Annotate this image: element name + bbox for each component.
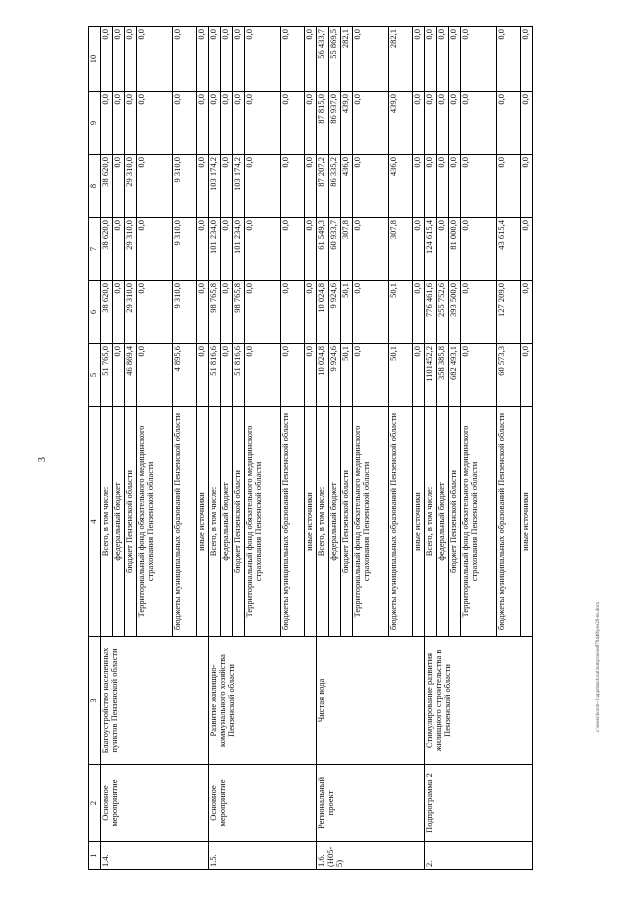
value-cell: 0,0 bbox=[305, 344, 317, 407]
value-cell: 56 433,7 bbox=[317, 27, 329, 92]
value-cell: 51 816,6 bbox=[233, 344, 245, 407]
header-cell: 10 bbox=[89, 27, 101, 92]
value-cell: 0,0 bbox=[101, 27, 113, 92]
value-cell: 10 024,8 bbox=[317, 281, 329, 344]
value-cell: 0,0 bbox=[437, 27, 449, 92]
value-cell: 0,0 bbox=[245, 92, 281, 155]
value-cell: 0,0 bbox=[521, 218, 533, 281]
value-cell: 0,0 bbox=[197, 155, 209, 218]
value-cell: 0,0 bbox=[113, 344, 125, 407]
value-cell: 0,0 bbox=[425, 92, 437, 155]
funding-source: бюджет Пензенской области bbox=[341, 407, 353, 637]
value-cell: 0,0 bbox=[281, 155, 305, 218]
value-cell: 0,0 bbox=[353, 92, 389, 155]
header-cell: 9 bbox=[89, 92, 101, 155]
value-cell: 255 752,6 bbox=[437, 281, 449, 344]
value-cell: 358 385,8 bbox=[437, 344, 449, 407]
value-cell: 101 234,0 bbox=[209, 218, 221, 281]
item-number: 1.4. bbox=[101, 842, 209, 870]
value-cell: 0,0 bbox=[305, 281, 317, 344]
value-cell: 0,0 bbox=[461, 155, 497, 218]
value-cell: 0,0 bbox=[113, 281, 125, 344]
value-cell: 0,0 bbox=[413, 27, 425, 92]
value-cell: 0,0 bbox=[137, 155, 173, 218]
value-cell: 50,1 bbox=[341, 344, 353, 407]
value-cell: 1101452,2 bbox=[425, 344, 437, 407]
funding-source: бюджет Пензенской области bbox=[125, 407, 137, 637]
value-cell: 0,0 bbox=[245, 344, 281, 407]
value-cell: 0,0 bbox=[521, 281, 533, 344]
value-cell: 29 310,0 bbox=[125, 281, 137, 344]
footer-file-path: c:\users\borob~1\appdata\local\temp\notes879448\pos29-ns.docx bbox=[596, 601, 601, 732]
value-cell: 0,0 bbox=[437, 218, 449, 281]
value-cell: 50,1 bbox=[389, 344, 413, 407]
funding-source: иные источники bbox=[197, 407, 209, 637]
funding-source: Территориальный фонд обязательного медицинского страхования Пензенской области bbox=[353, 407, 389, 637]
item-type: Региональный проект bbox=[317, 765, 425, 842]
value-cell: 0,0 bbox=[521, 92, 533, 155]
table-row bbox=[101, 27, 113, 870]
value-cell: 0,0 bbox=[233, 92, 245, 155]
value-cell: 0,0 bbox=[425, 155, 437, 218]
item-number: 1.6. (Н05-5) bbox=[317, 842, 425, 870]
header-cell: 1 bbox=[89, 842, 101, 870]
value-cell: 0,0 bbox=[101, 92, 113, 155]
value-cell: 103 174,2 bbox=[233, 155, 245, 218]
value-cell: 0,0 bbox=[449, 92, 461, 155]
value-cell: 0,0 bbox=[461, 92, 497, 155]
value-cell: 0,0 bbox=[197, 27, 209, 92]
value-cell: 0,0 bbox=[137, 344, 173, 407]
funding-source: Всего, в том числе: bbox=[209, 407, 221, 637]
value-cell: 9 924,6 bbox=[329, 344, 341, 407]
funding-source: иные источники bbox=[521, 407, 533, 637]
value-cell: 0,0 bbox=[221, 218, 233, 281]
value-cell: 51 765,0 bbox=[101, 344, 113, 407]
value-cell: 0,0 bbox=[113, 155, 125, 218]
rotated-page bbox=[88, 27, 610, 870]
value-cell: 0,0 bbox=[197, 218, 209, 281]
value-cell: 0,0 bbox=[497, 155, 521, 218]
value-cell: 0,0 bbox=[425, 27, 437, 92]
value-cell: 0,0 bbox=[461, 344, 497, 407]
value-cell: 0,0 bbox=[437, 92, 449, 155]
value-cell: 0,0 bbox=[521, 155, 533, 218]
value-cell: 0,0 bbox=[497, 92, 521, 155]
value-cell: 436,0 bbox=[341, 155, 353, 218]
value-cell: 9 310,0 bbox=[173, 155, 197, 218]
value-cell: 0,0 bbox=[245, 155, 281, 218]
value-cell: 98 765,8 bbox=[209, 281, 221, 344]
value-cell: 0,0 bbox=[221, 344, 233, 407]
value-cell: 0,0 bbox=[305, 27, 317, 92]
value-cell: 0,0 bbox=[521, 27, 533, 92]
value-cell: 60 933,7 bbox=[329, 218, 341, 281]
value-cell: 0,0 bbox=[137, 27, 173, 92]
value-cell: 50,1 bbox=[389, 281, 413, 344]
value-cell: 0,0 bbox=[197, 92, 209, 155]
value-cell: 9 310,0 bbox=[173, 218, 197, 281]
item-number: 2. bbox=[425, 842, 533, 870]
value-cell: 55 869,5 bbox=[329, 27, 341, 92]
value-cell: 0,0 bbox=[413, 281, 425, 344]
item-number: 1.5. bbox=[209, 842, 317, 870]
header-cell: 6 bbox=[89, 281, 101, 344]
value-cell: 87 815,0 bbox=[317, 92, 329, 155]
funding-source: Всего, в том числе: bbox=[101, 407, 113, 637]
value-cell: 0,0 bbox=[233, 27, 245, 92]
header-cell: 5 bbox=[89, 344, 101, 407]
header-cell: 7 bbox=[89, 218, 101, 281]
value-cell: 86 335,2 bbox=[329, 155, 341, 218]
value-cell: 0,0 bbox=[305, 155, 317, 218]
value-cell: 0,0 bbox=[221, 155, 233, 218]
value-cell: 682 493,1 bbox=[449, 344, 461, 407]
value-cell: 9 924,6 bbox=[329, 281, 341, 344]
funding-source: бюджеты муниципальных образований Пензенской области bbox=[389, 407, 413, 637]
funding-source: бюджет Пензенской области bbox=[449, 407, 461, 637]
funding-source: федеральный бюджет bbox=[437, 407, 449, 637]
table-row bbox=[209, 27, 221, 870]
value-cell: 38 620,0 bbox=[101, 281, 113, 344]
value-cell: 38 620,0 bbox=[101, 155, 113, 218]
value-cell: 0,0 bbox=[113, 27, 125, 92]
value-cell: 0,0 bbox=[305, 218, 317, 281]
value-cell: 0,0 bbox=[125, 92, 137, 155]
table-row bbox=[317, 27, 329, 870]
value-cell: 0,0 bbox=[113, 218, 125, 281]
value-cell: 307,8 bbox=[341, 218, 353, 281]
value-cell: 0,0 bbox=[449, 155, 461, 218]
value-cell: 61 549,3 bbox=[317, 218, 329, 281]
table-row bbox=[425, 27, 437, 870]
value-cell: 776 461,6 bbox=[425, 281, 437, 344]
value-cell: 0,0 bbox=[173, 92, 197, 155]
item-type: Основное мероприятие bbox=[101, 765, 209, 842]
page-number: 3 bbox=[37, 457, 48, 462]
value-cell: 0,0 bbox=[413, 155, 425, 218]
funding-source: иные источники bbox=[305, 407, 317, 637]
item-title: Развитие жилищно-коммунального хозяйства Пензенской области bbox=[209, 637, 317, 765]
value-cell: 393 500,0 bbox=[449, 281, 461, 344]
funding-source: Территориальный фонд обязательного медицинского страхования Пензенской области bbox=[461, 407, 497, 637]
value-cell: 60 573,3 bbox=[497, 344, 521, 407]
value-cell: 0,0 bbox=[137, 92, 173, 155]
value-cell: 282,1 bbox=[341, 27, 353, 92]
value-cell: 0,0 bbox=[221, 92, 233, 155]
value-cell: 124 615,4 bbox=[425, 218, 437, 281]
value-cell: 43 615,4 bbox=[497, 218, 521, 281]
value-cell: 0,0 bbox=[449, 27, 461, 92]
value-cell: 81 000,0 bbox=[449, 218, 461, 281]
header-cell: 3 bbox=[89, 637, 101, 765]
value-cell: 103 174,2 bbox=[209, 155, 221, 218]
value-cell: 0,0 bbox=[461, 281, 497, 344]
value-cell: 0,0 bbox=[461, 218, 497, 281]
value-cell: 0,0 bbox=[113, 92, 125, 155]
value-cell: 0,0 bbox=[137, 281, 173, 344]
value-cell: 0,0 bbox=[413, 218, 425, 281]
value-cell: 0,0 bbox=[173, 27, 197, 92]
value-cell: 0,0 bbox=[281, 92, 305, 155]
value-cell: 0,0 bbox=[245, 27, 281, 92]
value-cell: 0,0 bbox=[437, 155, 449, 218]
value-cell: 46 869,4 bbox=[125, 344, 137, 407]
value-cell: 29 310,0 bbox=[125, 155, 137, 218]
value-cell: 0,0 bbox=[353, 281, 389, 344]
item-title: Благоустройство населенных пунктов Пензенской области bbox=[101, 637, 209, 765]
funding-source: федеральный бюджет bbox=[221, 407, 233, 637]
value-cell: 0,0 bbox=[305, 92, 317, 155]
value-cell: 0,0 bbox=[353, 218, 389, 281]
value-cell: 0,0 bbox=[461, 27, 497, 92]
value-cell: 87 207,2 bbox=[317, 155, 329, 218]
value-cell: 0,0 bbox=[245, 281, 281, 344]
funding-source: Всего, в том числе: bbox=[317, 407, 329, 637]
item-type: Подпрограмма 2 bbox=[425, 765, 533, 842]
value-cell: 0,0 bbox=[413, 92, 425, 155]
value-cell: 0,0 bbox=[221, 27, 233, 92]
item-title: Чистая вода bbox=[317, 637, 425, 765]
value-cell: 29 310,0 bbox=[125, 218, 137, 281]
value-cell: 0,0 bbox=[209, 27, 221, 92]
value-cell: 4 895,6 bbox=[173, 344, 197, 407]
value-cell: 0,0 bbox=[281, 218, 305, 281]
value-cell: 51 816,6 bbox=[209, 344, 221, 407]
header-cell: 8 bbox=[89, 155, 101, 218]
funding-source: федеральный бюджет bbox=[113, 407, 125, 637]
value-cell: 86 937,0 bbox=[329, 92, 341, 155]
header-row bbox=[89, 27, 101, 870]
value-cell: 0,0 bbox=[413, 344, 425, 407]
funding-source: бюджет Пензенской области bbox=[233, 407, 245, 637]
value-cell: 0,0 bbox=[125, 27, 137, 92]
value-cell: 101 234,0 bbox=[233, 218, 245, 281]
funding-source: бюджеты муниципальных образований Пензенской области bbox=[281, 407, 305, 637]
value-cell: 98 765,8 bbox=[233, 281, 245, 344]
value-cell: 0,0 bbox=[353, 155, 389, 218]
value-cell: 0,0 bbox=[209, 92, 221, 155]
value-cell: 436,0 bbox=[389, 155, 413, 218]
item-title: Стимулирование развития жилищного строительства в Пензенской области bbox=[425, 637, 533, 765]
value-cell: 0,0 bbox=[353, 27, 389, 92]
value-cell: 10 024,8 bbox=[317, 344, 329, 407]
financing-table bbox=[88, 26, 533, 870]
value-cell: 0,0 bbox=[197, 281, 209, 344]
funding-source: Территориальный фонд обязательного медицинского страхования Пензенской области bbox=[245, 407, 281, 637]
value-cell: 0,0 bbox=[197, 344, 209, 407]
value-cell: 0,0 bbox=[521, 344, 533, 407]
value-cell: 38 620,0 bbox=[101, 218, 113, 281]
value-cell: 9 310,0 bbox=[173, 281, 197, 344]
value-cell: 0,0 bbox=[137, 218, 173, 281]
value-cell: 307,8 bbox=[389, 218, 413, 281]
value-cell: 439,0 bbox=[341, 92, 353, 155]
value-cell: 0,0 bbox=[281, 344, 305, 407]
header-cell: 2 bbox=[89, 765, 101, 842]
item-type: Основное мероприятие bbox=[209, 765, 317, 842]
value-cell: 127 209,0 bbox=[497, 281, 521, 344]
funding-source: бюджеты муниципальных образований Пензенской области bbox=[497, 407, 521, 637]
value-cell: 50,1 bbox=[341, 281, 353, 344]
value-cell: 0,0 bbox=[245, 218, 281, 281]
funding-source: иные источники bbox=[413, 407, 425, 637]
value-cell: 282,1 bbox=[389, 27, 413, 92]
funding-source: Всего, в том числе: bbox=[425, 407, 437, 637]
value-cell: 0,0 bbox=[353, 344, 389, 407]
value-cell: 0,0 bbox=[221, 281, 233, 344]
funding-source: Территориальный фонд обязательного медицинского страхования Пензенской области bbox=[137, 407, 173, 637]
funding-source: федеральный бюджет bbox=[329, 407, 341, 637]
value-cell: 439,0 bbox=[389, 92, 413, 155]
value-cell: 0,0 bbox=[497, 27, 521, 92]
funding-source: бюджеты муниципальных образований Пензенской области bbox=[173, 407, 197, 637]
value-cell: 0,0 bbox=[281, 281, 305, 344]
header-cell: 4 bbox=[89, 407, 101, 637]
value-cell: 0,0 bbox=[281, 27, 305, 92]
